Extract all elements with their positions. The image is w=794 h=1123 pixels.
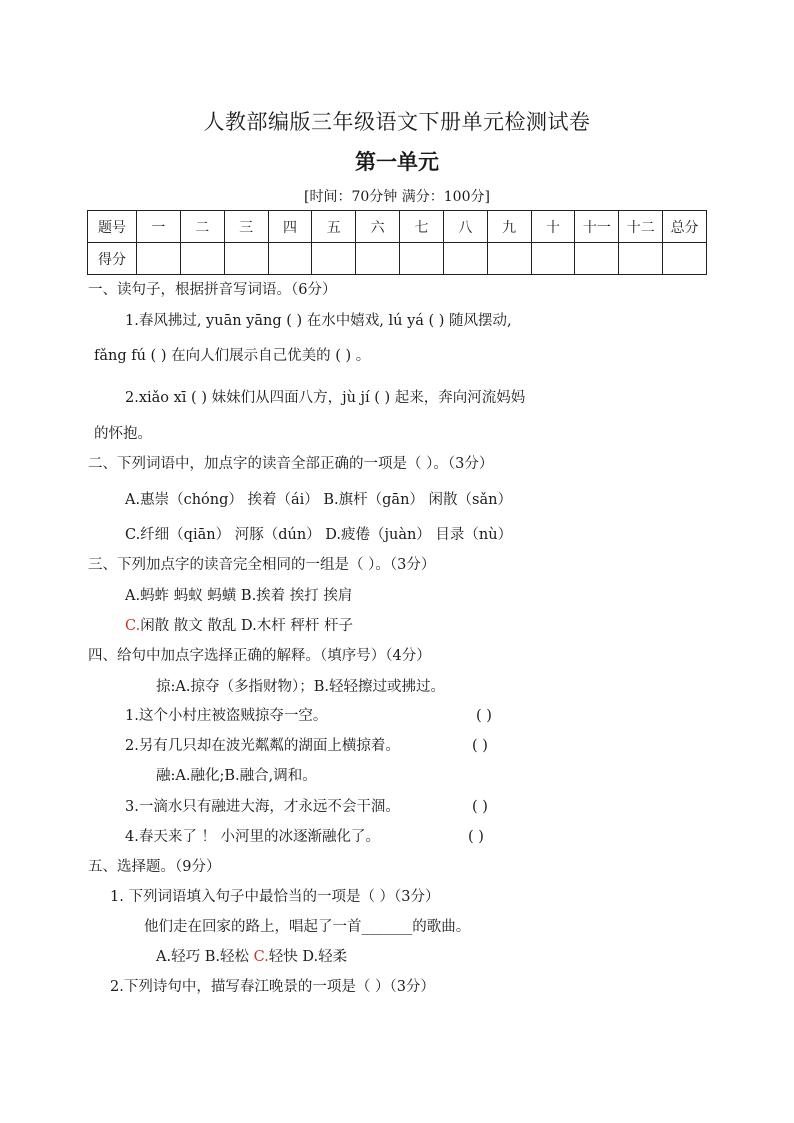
score-input-cell[interactable] [180, 243, 224, 275]
question-4-3: 3.一滴水只有融进大海，才永远不会干涸。 [125, 799, 400, 815]
section-3-heading: 三、下列加点字的读音完全相同的一组是（ ）。（3分） [88, 557, 436, 573]
section-5-heading: 五、选择题。（9分） [88, 859, 221, 875]
table-row [88, 211, 707, 243]
table-cell: 题号 [88, 211, 137, 243]
section-3-options-ab: A.蚂蚱 蚂蚁 蚂蟥 B.挨着 挨打 挨肩 [125, 588, 353, 604]
table-cell: 十一 [575, 211, 619, 243]
section-1-line-3: 2.xiǎo xī ( ) 妹妹们从四面八方，jù jí ( ) 起来，奔向河流妈妈 [125, 390, 526, 406]
table-cell: 六 [356, 211, 400, 243]
table-cell: 总分 [663, 211, 707, 243]
answer-blank-4-3[interactable]: ( ) [472, 799, 488, 815]
score-input-cell[interactable] [531, 243, 575, 275]
options-ab: A.轻巧 B.轻松 [156, 949, 254, 965]
table-cell: 三 [224, 211, 268, 243]
answer-blank-4-2[interactable]: ( ) [472, 738, 488, 754]
option-c-letter: C. [253, 949, 269, 965]
question-4-2: 2.另有几只却在波光粼粼的湖面上横掠着。 [125, 738, 400, 754]
table-cell: 得分 [88, 243, 137, 275]
table-cell: 七 [400, 211, 444, 243]
score-table [87, 210, 707, 275]
score-input-cell[interactable] [137, 243, 181, 275]
question-4-4: 4.春天来了 ！ 小河里的冰逐渐融化了。 [125, 829, 381, 845]
score-input-cell[interactable] [663, 243, 707, 275]
table-cell: 九 [487, 211, 531, 243]
definition-rong: 融:A.融化;B.融合,调和。 [156, 768, 317, 784]
option-c-letter: C. [125, 618, 141, 634]
score-input-cell[interactable] [575, 243, 619, 275]
question-5-1: 1. 下列词语填入句子中最恰当的一项是（ ）（3分） [110, 889, 440, 905]
option-c-text: 闲散 散文 散乱 D.木杆 秤杆 杆子 [140, 618, 353, 634]
table-cell: 一 [137, 211, 181, 243]
section-1-line-2: fǎng fú ( ) 在向人们展示自己优美的 ( ) 。 [94, 348, 371, 364]
section-2-options-ab: A.惠崇（chóng） 挨着（ái） B.旗杆（gān） 闲散（sǎn） [125, 492, 512, 508]
table-cell: 四 [268, 211, 312, 243]
question-5-1-sentence: 他们走在回家的路上，唱起了一首_______的歌曲。 [144, 919, 471, 935]
score-input-cell[interactable] [443, 243, 487, 275]
table-cell: 十 [531, 211, 575, 243]
score-input-cell[interactable] [487, 243, 531, 275]
question-4-1: 1.这个小村庄被盗贼掠夺一空。 [125, 708, 328, 724]
section-4-heading: 四、给句中加点字选择正确的解释。（填序号）（4分） [88, 648, 431, 664]
score-input-cell[interactable] [312, 243, 356, 275]
score-input-cell[interactable] [224, 243, 268, 275]
section-1-line-4: 的怀抱。 [94, 426, 152, 442]
answer-blank-4-4[interactable]: ( ) [468, 829, 484, 845]
section-2-options-cd: C.纤细（qiān） 河豚（dún） D.疲倦（juàn） 目录（nù） [125, 527, 513, 543]
question-5-2: 2.下列诗句中，描写春江晚景的一项是（ ）（3分） [110, 979, 435, 995]
section-2-heading: 二、下列词语中，加点字的读音全部正确的一项是（ ）。（3分） [88, 456, 494, 472]
table-cell: 五 [312, 211, 356, 243]
unit-subtitle: 第一单元 [355, 149, 439, 174]
exam-title: 人教部编版三年级语文下册单元检测试卷 [203, 110, 591, 134]
time-score-info: [时间：70分钟 满分：100分] [304, 189, 490, 205]
table-cell: 八 [443, 211, 487, 243]
score-input-cell[interactable] [268, 243, 312, 275]
table-row [88, 243, 707, 275]
section-3-options-cd [125, 616, 353, 636]
score-input-cell[interactable] [400, 243, 444, 275]
score-input-cell[interactable] [356, 243, 400, 275]
score-input-cell[interactable] [619, 243, 663, 275]
options-cd: 轻快 D.轻柔 [268, 949, 348, 965]
answer-blank-4-1[interactable]: ( ) [476, 708, 492, 724]
question-5-1-options [156, 947, 347, 967]
table-cell: 十二 [619, 211, 663, 243]
section-1-line-1: 1.春风拂过, yuān yāng ( ) 在水中嬉戏, lú yá ( ) 随风摆动, [125, 313, 512, 329]
table-cell: 二 [180, 211, 224, 243]
definition-lve: 掠:A.掠夺（多指财物）；B.轻轻擦过或拂过。 [156, 679, 445, 695]
section-1-heading: 一、读句子，根据拼音写词语。（6分） [88, 282, 337, 298]
